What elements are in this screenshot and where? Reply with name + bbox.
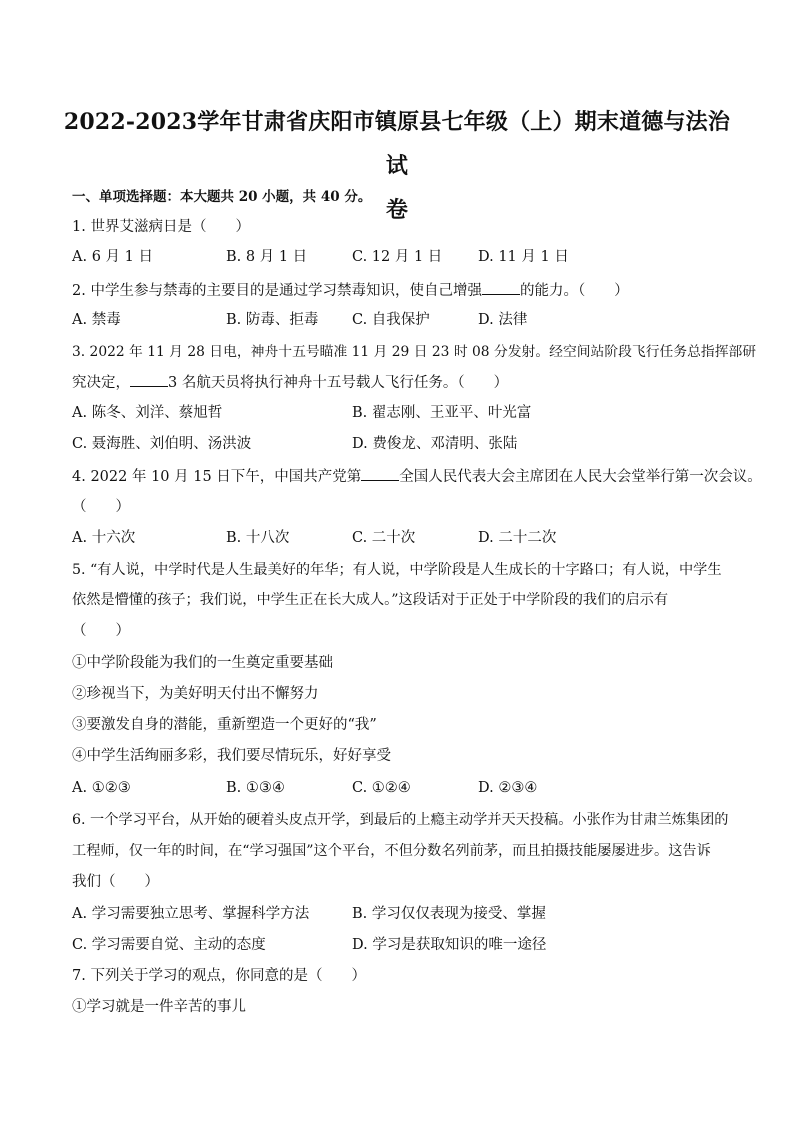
question-6-stem-line-3: 我们（ ）	[72, 874, 159, 890]
question-4-stem-after: 全国人民代表大会主席团在人民大会堂举行第一次会议。	[399, 469, 762, 485]
question-5-stem-line-2: 依然是懵懂的孩子；我们说，中学生正在长大成人。”这段话对于正处于中学阶段的我们的启示有	[72, 592, 669, 608]
question-5-item-3: ③要激发自身的潜能，重新塑造一个更好的“我”	[72, 717, 377, 733]
question-1-option-a: A. 6 月 1 日	[72, 249, 153, 265]
question-4-stem-line-1	[72, 467, 762, 486]
question-5-stem-line-1: 5. “有人说，中学时代是人生最美好的年华；有人说，中学阶段是人生成长的十字路口；有人说，中学生	[72, 562, 722, 578]
question-5-item-1: ①中学阶段能为我们的一生奠定重要基础	[72, 655, 333, 671]
question-1-option-b: B. 8 月 1 日	[226, 249, 308, 265]
question-1-option-c: C. 12 月 1 日	[352, 249, 443, 265]
question-3-option-c: C. 聂海胜、刘伯明、汤洪波	[72, 436, 252, 452]
question-2-option-b: B. 防毒、拒毒	[226, 312, 319, 328]
question-3-stem-after: 3 名航天员将执行神舟十五号载人飞行任务。（ ）	[168, 375, 509, 391]
answer-blank	[361, 467, 399, 481]
question-4-option-a: A. 十六次	[72, 530, 136, 546]
question-4-option-c: C. 二十次	[352, 530, 416, 546]
question-5-option-c: C. ①②④	[352, 780, 411, 796]
question-2-stem-before: 2. 中学生参与禁毒的主要目的是通过学习禁毒知识，使自己增强	[72, 283, 482, 299]
question-5-stem-line-3: （ ）	[72, 623, 130, 639]
question-6-option-c: C. 学习需要自觉、主动的态度	[72, 937, 266, 953]
question-5-option-d: D. ②③④	[478, 780, 538, 796]
question-3-stem-line-2	[72, 373, 508, 392]
question-3-option-a: A. 陈冬、刘洋、蔡旭哲	[72, 405, 223, 421]
question-2-option-d: D. 法律	[478, 312, 528, 328]
question-4-option-b: B. 十八次	[226, 530, 290, 546]
question-7-item-1: ①学习就是一件辛苦的事儿	[72, 999, 246, 1015]
question-2-stem-after: 的能力。（ ）	[519, 283, 629, 299]
question-2-stem	[72, 281, 629, 300]
question-5-item-2: ②珍视当下，为美好明天付出不懈努力	[72, 686, 319, 702]
question-3-option-b: B. 翟志刚、王亚平、叶光富	[352, 405, 532, 421]
question-6-stem-line-1: 6. 一个学习平台，从开始的硬着头皮点开学，到最后的上瘾主动学并天天投稿。小张作为甘肃兰炼集团的	[72, 812, 729, 828]
question-5-item-4: ④中学生活绚丽多彩，我们要尽情玩乐，好好享受	[72, 748, 391, 764]
question-1-stem: 1. 世界艾滋病日是（ ）	[72, 219, 250, 235]
question-3-stem-before: 究决定，	[72, 375, 130, 391]
answer-blank	[130, 373, 168, 387]
question-6-option-a: A. 学习需要独立思考、掌握科学方法	[72, 906, 310, 922]
exam-title-line-1: 2022-2023学年甘肃省庆阳市镇原县七年级（上）期末道德与法治试	[63, 109, 731, 179]
question-6-stem-line-2: 工程师，仅一年的时间，在“学习强国”这个平台，不但分数名列前茅，而且拍摄技能屡屡进步。这告诉	[72, 843, 711, 859]
question-3-stem-line-1: 3. 2022 年 11 月 28 日电，神舟十五号瞄准 11 月 29 日 23 时 08 分发射。经空间站阶段飞行任务总指挥部研	[72, 344, 757, 360]
question-3-option-d: D. 费俊龙、邓清明、张陆	[352, 436, 518, 452]
question-2-option-a: A. 禁毒	[72, 312, 121, 328]
exam-title	[60, 100, 734, 232]
exam-title-line-2: 卷	[385, 197, 409, 223]
answer-blank	[482, 281, 520, 295]
question-5-option-b: B. ①③④	[226, 780, 285, 796]
question-4-stem-line-2: （ ）	[72, 499, 130, 515]
question-6-option-b: B. 学习仅仅表现为接受、掌握	[352, 906, 546, 922]
question-5-option-a: A. ①②③	[72, 780, 131, 796]
question-4-stem-before: 4. 2022 年 10 月 15 日下午，中国共产党第	[72, 469, 362, 485]
question-6-option-d: D. 学习是获取知识的唯一途径	[352, 937, 547, 953]
question-7-stem: 7. 下列关于学习的观点，你同意的是（ ）	[72, 968, 366, 984]
question-2-option-c: C. 自我保护	[352, 312, 430, 328]
question-1-option-d: D. 11 月 1 日	[478, 249, 569, 265]
section-heading: 一、单项选择题：本大题共 20 小题，共 40 分。	[72, 189, 372, 205]
question-4-option-d: D. 二十二次	[478, 530, 557, 546]
